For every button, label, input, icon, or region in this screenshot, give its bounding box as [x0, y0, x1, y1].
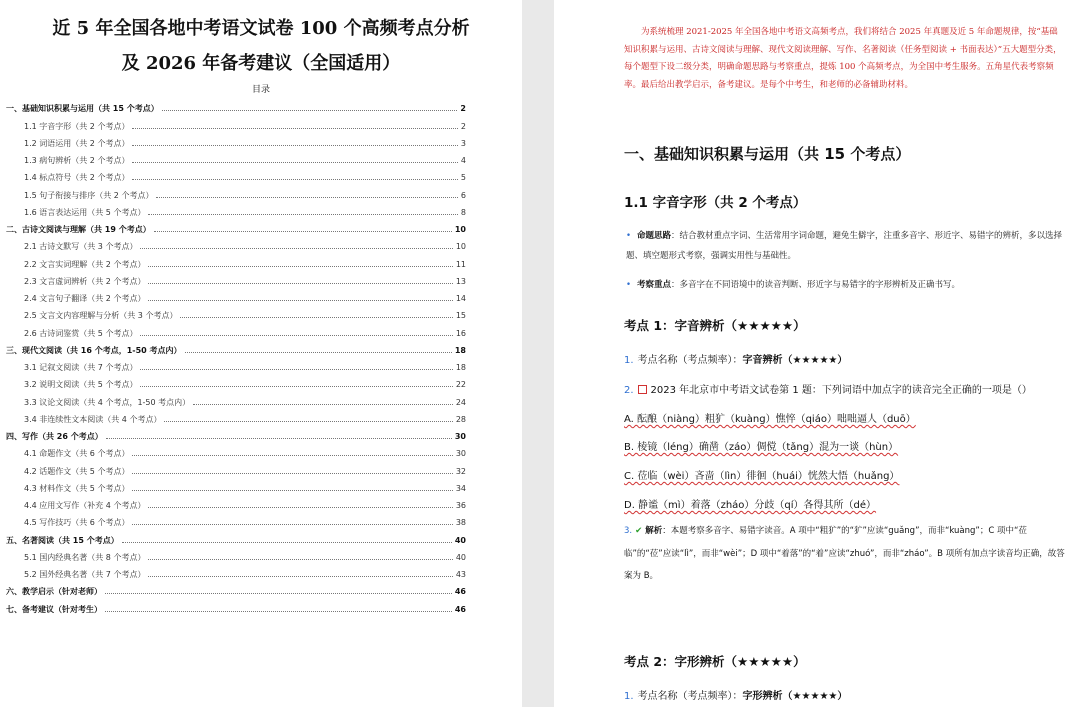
- toc-section-row[interactable]: [6, 270, 466, 287]
- toc-leader-dots: [106, 438, 452, 439]
- toc-leader-dots: [148, 266, 452, 267]
- section-heading: 一、基础知识积累与运用（共 15 个考点）: [624, 145, 911, 163]
- toc-section-row[interactable]: [6, 408, 466, 425]
- toc-page-number: 10: [455, 242, 466, 252]
- toc-entry-text: 3.2 说明文阅读（共 5 个考点）: [24, 380, 138, 390]
- toc-leader-dots: [154, 231, 452, 232]
- list-text: 考点名称（考点频率）：: [637, 355, 743, 366]
- table-of-contents: [6, 97, 466, 615]
- toc-leader-dots: [148, 283, 452, 284]
- toc-leader-dots: [140, 248, 452, 249]
- toc-page-number: 8: [460, 207, 466, 217]
- toc-section-row[interactable]: [6, 149, 466, 166]
- option-c: [624, 467, 899, 482]
- toc-entry-text: 四、写作（共 26 个考点）: [6, 432, 103, 441]
- toc-page-number: 28: [455, 414, 466, 424]
- list-number: 1.: [624, 691, 634, 702]
- toc-entry-text: 3.1 记叙文阅读（共 7 个考点）: [24, 363, 138, 372]
- toc-entry-text: 一、基础知识积累与运用（共 15 个考点）: [6, 104, 159, 114]
- toc-leader-dots: [148, 576, 452, 577]
- toc-entry-text: 3.4 非连续性文本阅读（共 4 个考点）: [24, 414, 162, 424]
- toc-leader-dots: [132, 145, 457, 146]
- toc-page-number: 3: [460, 138, 466, 148]
- toc-entry-text: 1.6 语言表达运用（共 5 个考点）: [24, 207, 146, 217]
- toc-chapter-row[interactable]: [6, 580, 466, 597]
- toc-chapter-row[interactable]: [6, 528, 466, 545]
- list-bold-text: 字音辨析（★★★★★）: [742, 355, 848, 366]
- toc-section-row[interactable]: [6, 390, 466, 407]
- toc-leader-dots: [185, 352, 452, 353]
- toc-entry-text: 五、名著阅读（共 15 个考点）: [6, 535, 119, 545]
- bullet-dot-icon: •: [626, 231, 632, 241]
- document-title-line1: 近 5 年全国各地中考语文试卷 100 个高频考点分析: [52, 18, 470, 39]
- toc-page-number: 13: [455, 276, 466, 286]
- toc-section-row[interactable]: [6, 459, 466, 476]
- toc-leader-dots: [140, 335, 452, 336]
- bullet-text: ：多音字在不同语境中的读音判断、形近字与易错字的字形辨析及正确书写。: [671, 280, 961, 290]
- toc-chapter-row[interactable]: [6, 97, 466, 114]
- list-item: [624, 687, 847, 702]
- toc-entry-text: 2.3 文言虚词辨析（共 2 个考点）: [24, 276, 146, 286]
- toc-entry-text: 4.5 写作技巧（共 6 个考点）: [24, 518, 130, 528]
- toc-page-number: 18: [454, 345, 466, 355]
- list-bold-text: 字形辨析（★★★★★）: [742, 691, 848, 702]
- toc-leader-dots: [132, 473, 452, 474]
- toc-entry-text: 1.1 字音字形（共 2 个考点）: [24, 121, 130, 131]
- option-text: A. 酝酿（niàng）粗犷（kuàng）憔悴（qiáo）咄咄逼人（duō）: [624, 414, 916, 425]
- toc-entry-text: 2.1 古诗文默写（共 3 个考点）: [24, 242, 138, 252]
- toc-page-number: 15: [455, 311, 466, 321]
- analysis-text: ：本题考察多音字、易错字读音。A 项中“粗犷”的“犷”应读“guǎng”，而非“kuàng”；C 项中“莅临”的“莅”应读“lì”，而非“wèi”；D 项中“着落”的“着”应读“zhuó”，而非“zháo”。B 项所有加点字读音均正确，故答案为 B。: [624, 526, 1065, 581]
- toc-entry-text: 1.4 标点符号（共 2 个考点）: [24, 173, 130, 183]
- analysis-label: 解析: [645, 526, 663, 536]
- toc-section-row[interactable]: [6, 114, 466, 131]
- toc-entry-text: 2.6 古诗词鉴赏（共 5 个考点）: [24, 328, 138, 338]
- toc-label: 目录: [251, 85, 270, 95]
- toc-page-number: 4: [460, 156, 466, 165]
- list-number: 3.: [624, 526, 633, 536]
- bullet-label: 考察重点: [637, 280, 672, 290]
- toc-entry-text: 七、备考建议（针对考生）: [6, 604, 102, 614]
- toc-section-row[interactable]: [6, 252, 466, 269]
- toc-chapter-row[interactable]: [6, 425, 466, 442]
- toc-section-row[interactable]: [6, 166, 466, 183]
- toc-leader-dots: [122, 542, 452, 543]
- toc-entry-text: 4.2 话题作文（共 5 个考点）: [24, 466, 130, 476]
- toc-leader-dots: [132, 128, 457, 129]
- toc-leader-dots: [140, 386, 452, 387]
- kaodian-2-title: 考点 2：字形辨析（★★★★★）: [624, 654, 806, 669]
- toc-entry-text: 4.1 命题作文（共 6 个考点）: [24, 449, 130, 459]
- toc-leader-dots: [132, 179, 457, 180]
- toc-page-number: 30: [454, 432, 466, 441]
- left-page: [0, 0, 522, 707]
- toc-page-number: 38: [455, 518, 466, 528]
- toc-section-row[interactable]: [6, 304, 466, 321]
- question-text: 2023 年北京市中考语文试卷第 1 题：下列词语中加点字的读音完全正确的一项是（）: [650, 385, 1032, 396]
- toc-leader-dots: [148, 214, 457, 215]
- toc-leader-dots: [180, 317, 452, 318]
- option-text: D. 静谧（mì）着落（zháo）分歧（qí）各得其所（dé）: [624, 500, 877, 511]
- toc-entry-text: 三、现代文阅读（共 16 个考点，1-50 考点内）: [6, 345, 182, 355]
- toc-section-row[interactable]: [6, 373, 466, 390]
- toc-entry-text: 4.3 材料作文（共 5 个考点）: [24, 483, 130, 493]
- toc-leader-dots: [162, 110, 458, 111]
- toc-entry-text: 4.4 应用文写作（补充 4 个考点）: [24, 501, 146, 510]
- toc-page-number: 46: [454, 604, 466, 614]
- toc-entry-text: 1.5 句子衔接与排序（共 2 个考点）: [24, 190, 154, 200]
- list-number: 1.: [624, 355, 634, 366]
- option-a: [624, 410, 916, 425]
- toc-chapter-row[interactable]: [6, 218, 466, 235]
- toc-page-number: 34: [455, 483, 466, 493]
- list-text: 考点名称（考点频率）：: [637, 691, 743, 702]
- option-text: C. 莅临（wèi）吝啬（lìn）徘徊（huái）恍然大悟（huǎng）: [624, 471, 900, 482]
- toc-entry-text: 5.2 国外经典名著（共 7 个考点）: [24, 570, 146, 579]
- toc-leader-dots: [132, 524, 452, 525]
- toc-page-number: 2: [460, 104, 466, 114]
- toc-page-number: 5: [460, 173, 466, 183]
- toc-leader-dots: [156, 197, 457, 198]
- option-d: [624, 496, 876, 511]
- toc-section-row[interactable]: [6, 546, 466, 563]
- option-b: [624, 438, 898, 453]
- toc-page-number: 18: [455, 363, 466, 372]
- toc-section-row[interactable]: [6, 235, 466, 252]
- kaodian-1-title: 考点 1：字音辨析（★★★★★）: [624, 318, 806, 333]
- toc-page-number: 46: [454, 587, 466, 597]
- bullet-proposition-idea: [626, 226, 1068, 266]
- toc-entry-text: 2.4 文言句子翻译（共 2 个考点）: [24, 294, 146, 303]
- analysis-paragraph: [624, 520, 1070, 588]
- toc-entry-text: 2.2 文言实词理解（共 2 个考点）: [24, 259, 146, 269]
- bullet-dot-icon: •: [626, 280, 632, 290]
- check-icon: ✔: [635, 526, 643, 536]
- toc-leader-dots: [140, 369, 452, 370]
- toc-page-number: 36: [455, 501, 466, 510]
- bullet-text: ：结合教材重点字词、生活常用字词命题，避免生僻字，注重多音字、形近字、易错字的辨析，多以选择题、填空题形式考察，强调实用性与基础性。: [626, 231, 1063, 261]
- toc-leader-dots: [132, 162, 457, 163]
- list-item: [624, 381, 1032, 396]
- toc-entry-text: 1.2 词语运用（共 2 个考点）: [24, 138, 130, 148]
- toc-entry-text: 2.5 文言文内容理解与分析（共 3 个考点）: [24, 311, 178, 321]
- toc-section-row[interactable]: [6, 511, 466, 528]
- toc-page-number: 24: [455, 397, 466, 407]
- toc-section-row[interactable]: [6, 563, 466, 580]
- toc-page-number: 6: [460, 190, 466, 200]
- toc-section-row[interactable]: [6, 132, 466, 149]
- toc-entry-text: 1.3 病句辨析（共 2 个考点）: [24, 156, 130, 165]
- toc-section-row[interactable]: [6, 183, 466, 200]
- toc-leader-dots: [132, 455, 452, 456]
- toc-leader-dots: [105, 611, 452, 612]
- bullet-focus: [626, 275, 1068, 295]
- toc-page-number: 40: [454, 535, 466, 545]
- toc-page-number: 40: [455, 552, 466, 562]
- toc-section-row[interactable]: [6, 287, 466, 304]
- toc-section-row[interactable]: [6, 442, 466, 459]
- list-item: [624, 351, 847, 366]
- document-title-line2: 及 2026 年备考建议（全国适用）: [121, 53, 401, 74]
- toc-entry-text: 3.3 议论文阅读（共 4 个考点，1-50 考点内）: [24, 397, 191, 407]
- toc-section-row[interactable]: [6, 494, 466, 511]
- toc-section-row[interactable]: [6, 477, 466, 494]
- toc-page-number: 14: [455, 294, 466, 303]
- right-page: [554, 0, 1080, 707]
- toc-page-number: 16: [455, 328, 466, 338]
- toc-section-row[interactable]: [6, 356, 466, 373]
- list-number: 2.: [624, 385, 634, 396]
- toc-page-number: 43: [455, 570, 466, 579]
- toc-page-number: 32: [455, 466, 466, 476]
- toc-page-number: 10: [454, 225, 466, 234]
- toc-leader-dots: [105, 593, 452, 594]
- toc-chapter-row[interactable]: [6, 597, 466, 614]
- toc-section-row[interactable]: [6, 201, 466, 218]
- toc-entry-text: 二、古诗文阅读与理解（共 19 个考点）: [6, 225, 151, 234]
- question-box-icon: [638, 385, 647, 394]
- option-text: B. 棱镜（léng）确凿（záo）倜傥（tǎng）混为一谈（hùn）: [624, 442, 899, 453]
- toc-leader-dots: [148, 507, 452, 508]
- toc-page-number: 11: [455, 259, 466, 269]
- toc-section-row[interactable]: [6, 321, 466, 338]
- toc-chapter-row[interactable]: [6, 339, 466, 356]
- bullet-label: 命题思路: [637, 231, 672, 241]
- toc-page-number: 30: [455, 449, 466, 459]
- toc-leader-dots: [193, 404, 453, 405]
- intro-paragraph: 为系统梳理 2021-2025 年全国各地中考语文高频考点，我们将结合 2025 年真题及近 5 年命题规律，按“基础知识积累与运用、古诗文阅读与理解、现代文阅读理解、写作、名著阅读（任务型阅读 + 书面表达）”五大题型分类，每个题型下设二级分类，明确命题思路与考察重点，提炼 100 个高频考点，为全国中考生服务。五角星代表考察频率。最后给出教学启示，备考建议。是每个中考生，和老师的必备辅助材料。: [624, 27, 1062, 90]
- toc-entry-text: 六、教学启示（针对老师）: [6, 587, 102, 597]
- toc-page-number: 2: [460, 121, 466, 131]
- toc-entry-text: 5.1 国内经典名著（共 8 个考点）: [24, 552, 146, 562]
- toc-leader-dots: [132, 490, 452, 491]
- toc-leader-dots: [148, 300, 452, 301]
- toc-page-number: 22: [455, 380, 466, 390]
- subsection-heading: 1.1 字音字形（共 2 个考点）: [624, 195, 807, 211]
- toc-leader-dots: [148, 559, 452, 560]
- toc-leader-dots: [164, 421, 452, 422]
